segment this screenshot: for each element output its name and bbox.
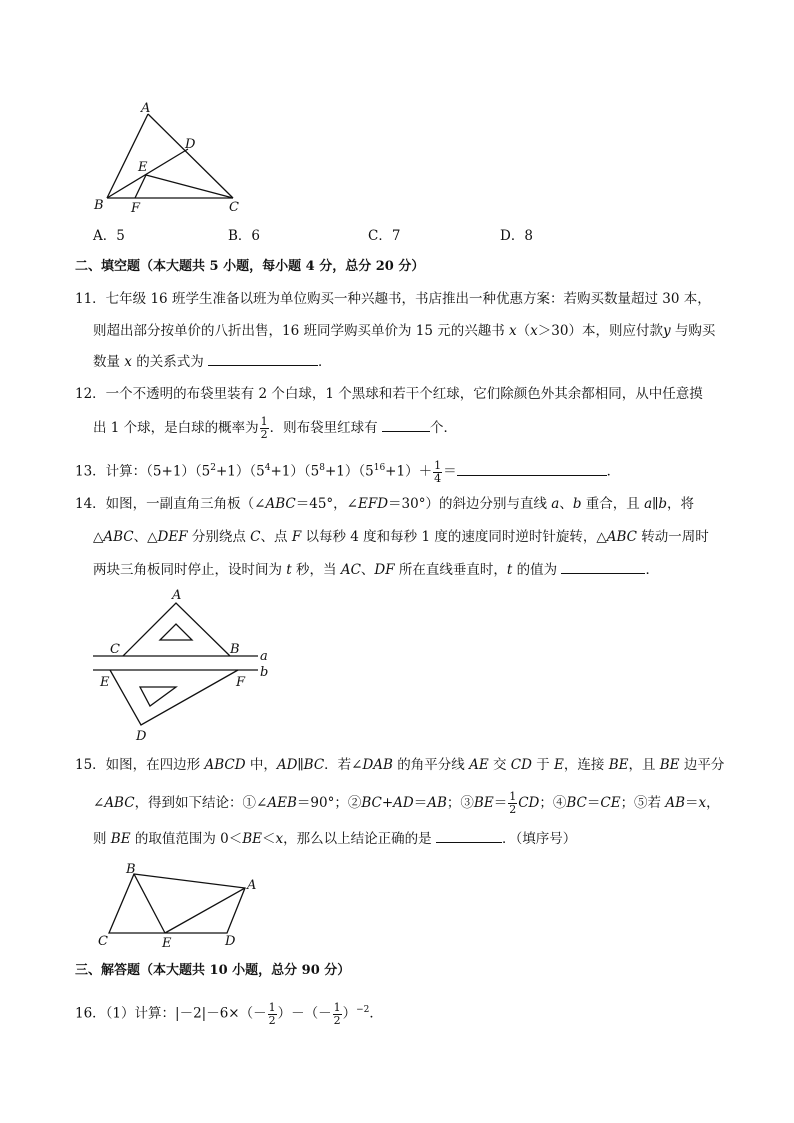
section-3-title: 三、解答题（本大题共 10 小题，总分 90 分） [75, 963, 351, 978]
q15-line2: ∠ABC，得到如下结论：①∠AEB＝90°；②BC+AD＝AB；③BE＝ $\frac{1}{2}$ CD；④BC＝CE；⑤若 AB＝x， [93, 790, 720, 816]
fig15-label-c: C [98, 934, 108, 949]
q14-answer-blank[interactable] [561, 559, 645, 574]
fig10-label-c: C [229, 200, 239, 215]
section-2-title: 二、填空题（本大题共 5 小题，每小题 4 分，总分 20 分） [75, 259, 425, 274]
fig10-label-a: A [141, 101, 151, 116]
q13-line: 13．计算：$(5+1)(5^2+1)(5^4+1)(5^8+1)(5^{16}+1)+$ $\frac{1}{4}$ ＝ ． [75, 458, 621, 485]
figure-q14-set-squares [88, 586, 278, 746]
q11-answer-blank[interactable] [208, 351, 318, 366]
fig10-label-f: F [131, 201, 141, 216]
q11-line3: 数量 x 的关系式为 ． [93, 351, 332, 372]
figure-q10-triangle [88, 98, 258, 218]
q10-option-d: D．8 [500, 228, 533, 244]
fig15-label-e: E [162, 936, 172, 950]
fig15-label-d: D [225, 934, 236, 949]
fig15-label-b: B [126, 862, 136, 877]
q15-answer-blank[interactable] [436, 828, 502, 843]
q16-line: 16．（1）计算：|－2|－6×（－ $\frac{1}{2}$ ）－（－ $\frac{1}{2}$ ）$^{-2}$． [75, 1000, 383, 1027]
fig14-label-a: A [172, 588, 182, 603]
q12-answer-blank[interactable] [382, 417, 430, 432]
fig14-label-line-a: a [260, 649, 268, 664]
q15-line1: 15．如图，在四边形 ABCD 中，AD∥BC．若∠DAB 的角平分线 AE 交 CD 于 E，连接 BE，且 BE 边平分 [75, 757, 725, 773]
q16-fraction-2: $\frac{1}{2}$ [333, 1000, 341, 1027]
fig10-label-d: D [185, 137, 196, 152]
q10-option-a: A．5 [93, 228, 125, 244]
q16-fraction-1: $\frac{1}{2}$ [268, 1000, 276, 1027]
q10-option-c: C．7 [368, 228, 401, 244]
fig14-label-b: B [230, 642, 240, 657]
fig10-label-e: E [138, 160, 148, 175]
fig14-label-e: E [100, 675, 110, 690]
q12-fraction: $\frac{1}{2}$ [260, 415, 268, 441]
fig10-label-b: B [94, 198, 104, 213]
fig15-label-a: A [247, 878, 257, 893]
q10-option-b: B．6 [228, 228, 261, 244]
q13-answer-blank[interactable] [457, 461, 607, 476]
fig14-label-d: D [136, 729, 147, 744]
q14-line2: △ABC、△DEF 分别绕点 C、点 F 以每秒 4 度和每秒 1 度的速度同时逆时针旋转，△ABC 转动一周时 [93, 529, 709, 545]
fig14-label-c: C [110, 642, 120, 657]
q14-line1: 14．如图，一副直角三角板（∠ABC＝45°，∠EFD＝30°）的斜边分别与直线 a、b 重合，且 a∥b，将 [75, 496, 695, 512]
fig14-label-line-b: b [260, 665, 269, 680]
q11-line2: 则超出部分按单价的八折出售，16 班同学购买单价为 15 元的兴趣书 x（x＞30）本，则应付款y 与购买 [93, 323, 716, 339]
q15-line3: 则 BE 的取值范围为 0＜BE＜x，那么以上结论正确的是 ．（填序号） [93, 828, 576, 849]
q15-fraction: $\frac{1}{2}$ [509, 790, 517, 816]
q14-line3: 两块三角板同时停止，设时间为 t 秒，当 AC、DF 所在直线垂直时，t 的值为 ． [93, 559, 659, 580]
q12-line1: 12．一个不透明的布袋里装有 2 个白球，1 个黑球和若干个红球，它们除颜色外其余都相同，从中任意摸 [75, 386, 703, 402]
q11-line1: 11．七年级 16 班学生准备以班为单位购买一种兴趣书，书店推出一种优惠方案：若购买数量超过 30 本， [75, 291, 711, 307]
fig14-label-f: F [236, 675, 246, 690]
q12-line2: 出 1 个球，是白球的概率为 $\frac{1}{2}$ ．则布袋里红球有 个． [93, 415, 457, 441]
figure-q15-quadrilateral [92, 858, 267, 950]
q13-fraction: $\frac{1}{4}$ [434, 458, 442, 485]
